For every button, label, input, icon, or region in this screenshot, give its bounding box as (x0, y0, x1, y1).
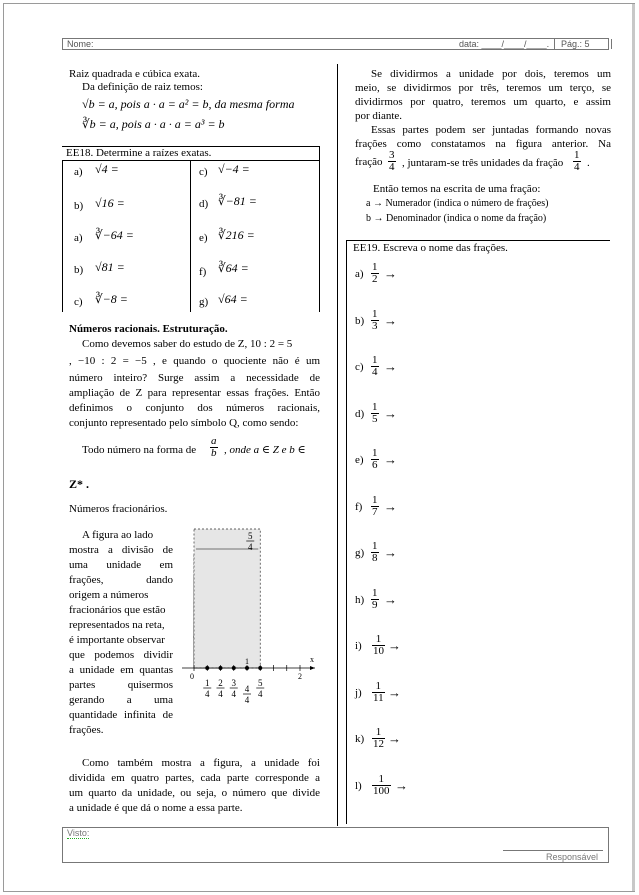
ee19-letter: f) (355, 500, 363, 513)
right-paragraph-line: por diante. (355, 110, 403, 122)
fraction-numerator: 1 (372, 540, 378, 552)
ee19-letter: g) (355, 547, 365, 559)
arrow-icon: → (384, 312, 397, 328)
fraction-numerator: 1 (372, 400, 378, 413)
ee19-letter: a) (355, 268, 364, 280)
date-label: data: ____/____/____. (459, 39, 550, 49)
fraction-figure (180, 525, 320, 715)
fraction-denominator: 5 (372, 412, 378, 425)
figure-paragraph-line: gerando a uma (69, 694, 173, 706)
fraction-denominator: 12 (373, 738, 384, 750)
ee18-letter: a) (74, 232, 83, 244)
figure-paragraph-line: uma unidade em (69, 559, 173, 571)
where-text: , onde a ∈ Z e b ∈ (224, 444, 306, 456)
fraction-numerator: 1 (372, 354, 378, 366)
ee18-left-rule (62, 160, 63, 312)
axis-label: 0 (190, 672, 194, 681)
ee19-fraction (371, 495, 379, 518)
ee18-letter: c) (74, 296, 83, 308)
figure-paragraph-line: frações, dando (69, 574, 173, 586)
ee19-fraction (372, 774, 391, 797)
tick-label: 3 (231, 678, 236, 688)
ee18-title: EE18. Determine a raízes exatas. (66, 147, 212, 159)
right-paragraph-line: meio, se dividirmos por três, teremos um terço, se (355, 82, 611, 94)
every-number-text: Todo número na forma de (82, 444, 197, 456)
axis-point (219, 666, 223, 670)
fraction-numerator: 1 (372, 447, 378, 459)
z-star: Z* . (69, 477, 90, 491)
axis-label: 2 (298, 672, 302, 681)
ee18-letter: b) (74, 200, 84, 212)
fraction-denominator: 7 (372, 505, 378, 518)
signature-line[interactable] (503, 850, 603, 851)
fraction-denominator: 6 (372, 459, 378, 471)
closing-line: Como também mostra a figura, a unidade foi (82, 757, 320, 769)
visto-label: Visto: (67, 828, 90, 838)
ee18-letter: c) (199, 166, 208, 178)
ee19-letter: k) (355, 733, 365, 745)
ee18-expr: √64 = (218, 292, 248, 306)
ee18-expr: ∛−81 = (218, 194, 257, 208)
page-label: Pág.: 5 (561, 39, 590, 49)
figure-paragraph-line: a unidade em quantas (69, 664, 173, 676)
tick-label: 2 (218, 678, 223, 688)
fraction-numerator: 1 (372, 681, 385, 693)
fraction-denominator: 4 (389, 161, 395, 173)
ee18-mid-rule (190, 160, 191, 312)
fraction-numerator: 1 (372, 586, 378, 599)
arrow-head-icon (310, 666, 315, 670)
numerator-line: a → Numerador (indica o número de frações) (366, 198, 549, 209)
figure-paragraph-line: fracionários que estão (69, 604, 166, 616)
period: . (587, 157, 590, 169)
ee19-fraction (372, 681, 385, 704)
arrow-icon: → (384, 545, 397, 560)
name-label: Nome: (67, 39, 94, 49)
fraction-numerator: 1 (574, 149, 580, 161)
arrow-icon: → (388, 731, 401, 746)
closing-line: um quarto da unidade, ou seja, o número que divide (69, 787, 320, 799)
figure-paragraph-line: mostra a divisão de (69, 544, 173, 556)
ee19-fraction (371, 355, 379, 378)
roots-line-cube: ∛b = a, pois a · a · a = a³ = b (82, 117, 225, 131)
rational-line: Como devemos saber do estudo de Z, 10 : 2 = 5 (82, 338, 293, 350)
denominator-line: b → Denominador (indica o nome da fração) (366, 213, 547, 224)
rational-line: número inteiro? Surge assim a necessidade de (69, 372, 320, 384)
fraction-denominator: b (211, 447, 217, 459)
frac-mid-text: , juntaram-se três unidades da fração (402, 157, 564, 169)
fractional-numbers-title: Números fracionários. (69, 503, 168, 515)
ee18-expr: √16 = (95, 196, 125, 210)
arrow-icon: → (395, 777, 408, 793)
ee18-expr: ∛64 = (218, 261, 249, 275)
header-divider (554, 39, 555, 49)
fraction-bar-label: 5 (248, 531, 253, 541)
ee19-letter: i) (355, 640, 362, 652)
ee19-title: EE19. Escreva o nome das frações. (353, 242, 508, 254)
ee19-fraction (371, 262, 379, 285)
figure-paragraph-line: é importante observar (69, 634, 165, 646)
axis-point (232, 666, 236, 670)
fraction-one-quarter (573, 150, 581, 173)
ee19-fraction (371, 588, 379, 611)
rational-line: , −10 : 2 = −5 , e quando o quociente não é um (69, 355, 320, 367)
rational-line: definimos o conjunto dos números racionais, (69, 402, 320, 414)
fraction-denominator: 9 (372, 598, 378, 611)
axis-label: 1 (245, 657, 249, 666)
fraction-denominator: 4 (574, 161, 580, 173)
roots-title: Raiz quadrada e cúbica exata. (69, 68, 201, 80)
ee18-letter: f) (199, 266, 207, 278)
page-edge (632, 4, 635, 891)
ee18-expr: √81 = (95, 260, 125, 274)
figure-paragraph-line: representados na reta, (69, 619, 165, 631)
fraction-numerator: 1 (372, 727, 385, 739)
arrow-icon: → (384, 266, 397, 281)
tick-label: 4 (218, 689, 223, 699)
fraction-denominator: 11 (373, 691, 384, 704)
axis-label: x (310, 655, 314, 664)
ee18-expr: √4 = (95, 162, 119, 176)
ee19-letter: d) (355, 407, 365, 420)
arrow-icon: → (384, 405, 397, 421)
writing-fraction-text: Então temos na escrita de uma fração: (373, 183, 541, 195)
tick-label: 4 (244, 695, 250, 705)
ee19-letter: c) (355, 361, 364, 373)
ee19-fraction (372, 634, 385, 657)
ee19-letter: l) (355, 779, 362, 792)
right-paragraph-line: dividirmos por quatro, teremos um quarto, e assim (355, 96, 611, 108)
fraction-denominator: 3 (372, 319, 378, 332)
arrow-icon: → (388, 684, 401, 700)
right-paragraph-line: Se dividirmos a unidade por dois, teremos um (371, 68, 611, 80)
ee18-expr: √−4 = (218, 162, 250, 176)
ee18-expr: ∛216 = (218, 228, 255, 242)
fraction-denominator: 10 (373, 645, 384, 657)
closing-line: dividida em quatro partes, cada parte corresponde a (69, 772, 320, 784)
fraction-a-over-b (210, 436, 218, 459)
fraction-numerator: 3 (389, 149, 395, 161)
frac-word: fração (355, 156, 383, 168)
fraction-three-quarters (388, 150, 396, 173)
tick-label: 4 (231, 689, 236, 699)
ee18-letter: b) (74, 264, 84, 276)
ee18-letter: g) (199, 296, 209, 308)
tick-label: 1 (205, 678, 210, 688)
ee19-top-rule (346, 240, 610, 241)
figure-paragraph-line: origem a números (69, 589, 149, 601)
fraction-denominator: 100 (373, 784, 390, 797)
header-bar (62, 38, 609, 50)
ee18-letter: a) (74, 166, 83, 178)
ee19-fraction (371, 309, 379, 332)
ee19-left-rule (346, 240, 347, 824)
tick-label: 4 (244, 684, 250, 694)
axis-point (258, 666, 262, 670)
ee19-letter: j) (355, 686, 362, 699)
tick-label: 5 (258, 678, 263, 688)
ee19-fraction (372, 727, 385, 750)
ee19-fraction (371, 541, 379, 564)
ee19-letter: e) (355, 454, 364, 466)
ee18-expr: ∛−64 = (95, 228, 134, 242)
arrow-icon: → (384, 498, 397, 514)
tick-label: 4 (205, 689, 210, 699)
arrow-icon: → (384, 591, 397, 607)
axis-point (205, 666, 209, 670)
fraction-numerator: 1 (372, 307, 378, 320)
ee18-letter: d) (199, 198, 209, 210)
ee19-fraction (371, 448, 379, 471)
ee18-title-rule (62, 160, 320, 161)
fraction-denominator: 8 (372, 552, 378, 564)
rational-title: Números racionais. Estruturação. (69, 323, 228, 335)
arrow-icon: → (384, 452, 397, 467)
fraction-numerator: 1 (372, 774, 391, 786)
ee19-letter: h) (355, 593, 365, 606)
figure-paragraph-line: que podemos dividir (69, 649, 173, 661)
rational-line: conjunto representado pelo símbolo Q, como sendo: (69, 417, 299, 429)
roots-definition: Da definição de raiz temos: (82, 81, 203, 93)
responsible-label: Responsável (546, 852, 599, 862)
fraction-numerator: a (211, 435, 217, 447)
header-divider (611, 39, 612, 49)
fraction-bar-label: 4 (248, 542, 253, 552)
closing-line: a unidade é que dá o nome a essa parte. (69, 802, 243, 814)
tick-label: 4 (258, 689, 263, 699)
ee19-letter: b) (355, 314, 365, 327)
arrow-icon: → (388, 638, 401, 653)
fraction-numerator: 1 (372, 493, 378, 506)
fraction-denominator: 2 (372, 273, 378, 285)
fraction-denominator: 4 (372, 366, 378, 378)
fraction-numerator: 1 (372, 261, 378, 273)
roots-line-square: √b = a, pois a · a = a² = b, da mesma forma (82, 97, 295, 111)
ee18-right-rule (319, 146, 320, 312)
ee19-fraction (371, 402, 379, 425)
fraction-numerator: 1 (372, 634, 385, 646)
ee18-letter: e) (199, 232, 208, 244)
right-paragraph-line: frações como constatamos na figura anterior. Na (355, 138, 611, 150)
rational-line: ampliação de Z para representar essas frações. Então (69, 387, 320, 399)
figure-paragraph-line: quantidade infinita de (69, 709, 173, 721)
axis-point (245, 666, 249, 670)
figure-paragraph-line: frações. (69, 724, 104, 736)
column-divider (337, 64, 338, 826)
figure-paragraph-line: partes quisermos (69, 679, 173, 691)
arrow-icon: → (384, 359, 397, 374)
right-paragraph-line: Essas partes podem ser juntadas formando novas (371, 124, 611, 136)
footer-box (62, 827, 609, 863)
figure-paragraph-line: A figura ao lado (82, 529, 154, 541)
ee18-expr: ∛−8 = (95, 292, 128, 306)
